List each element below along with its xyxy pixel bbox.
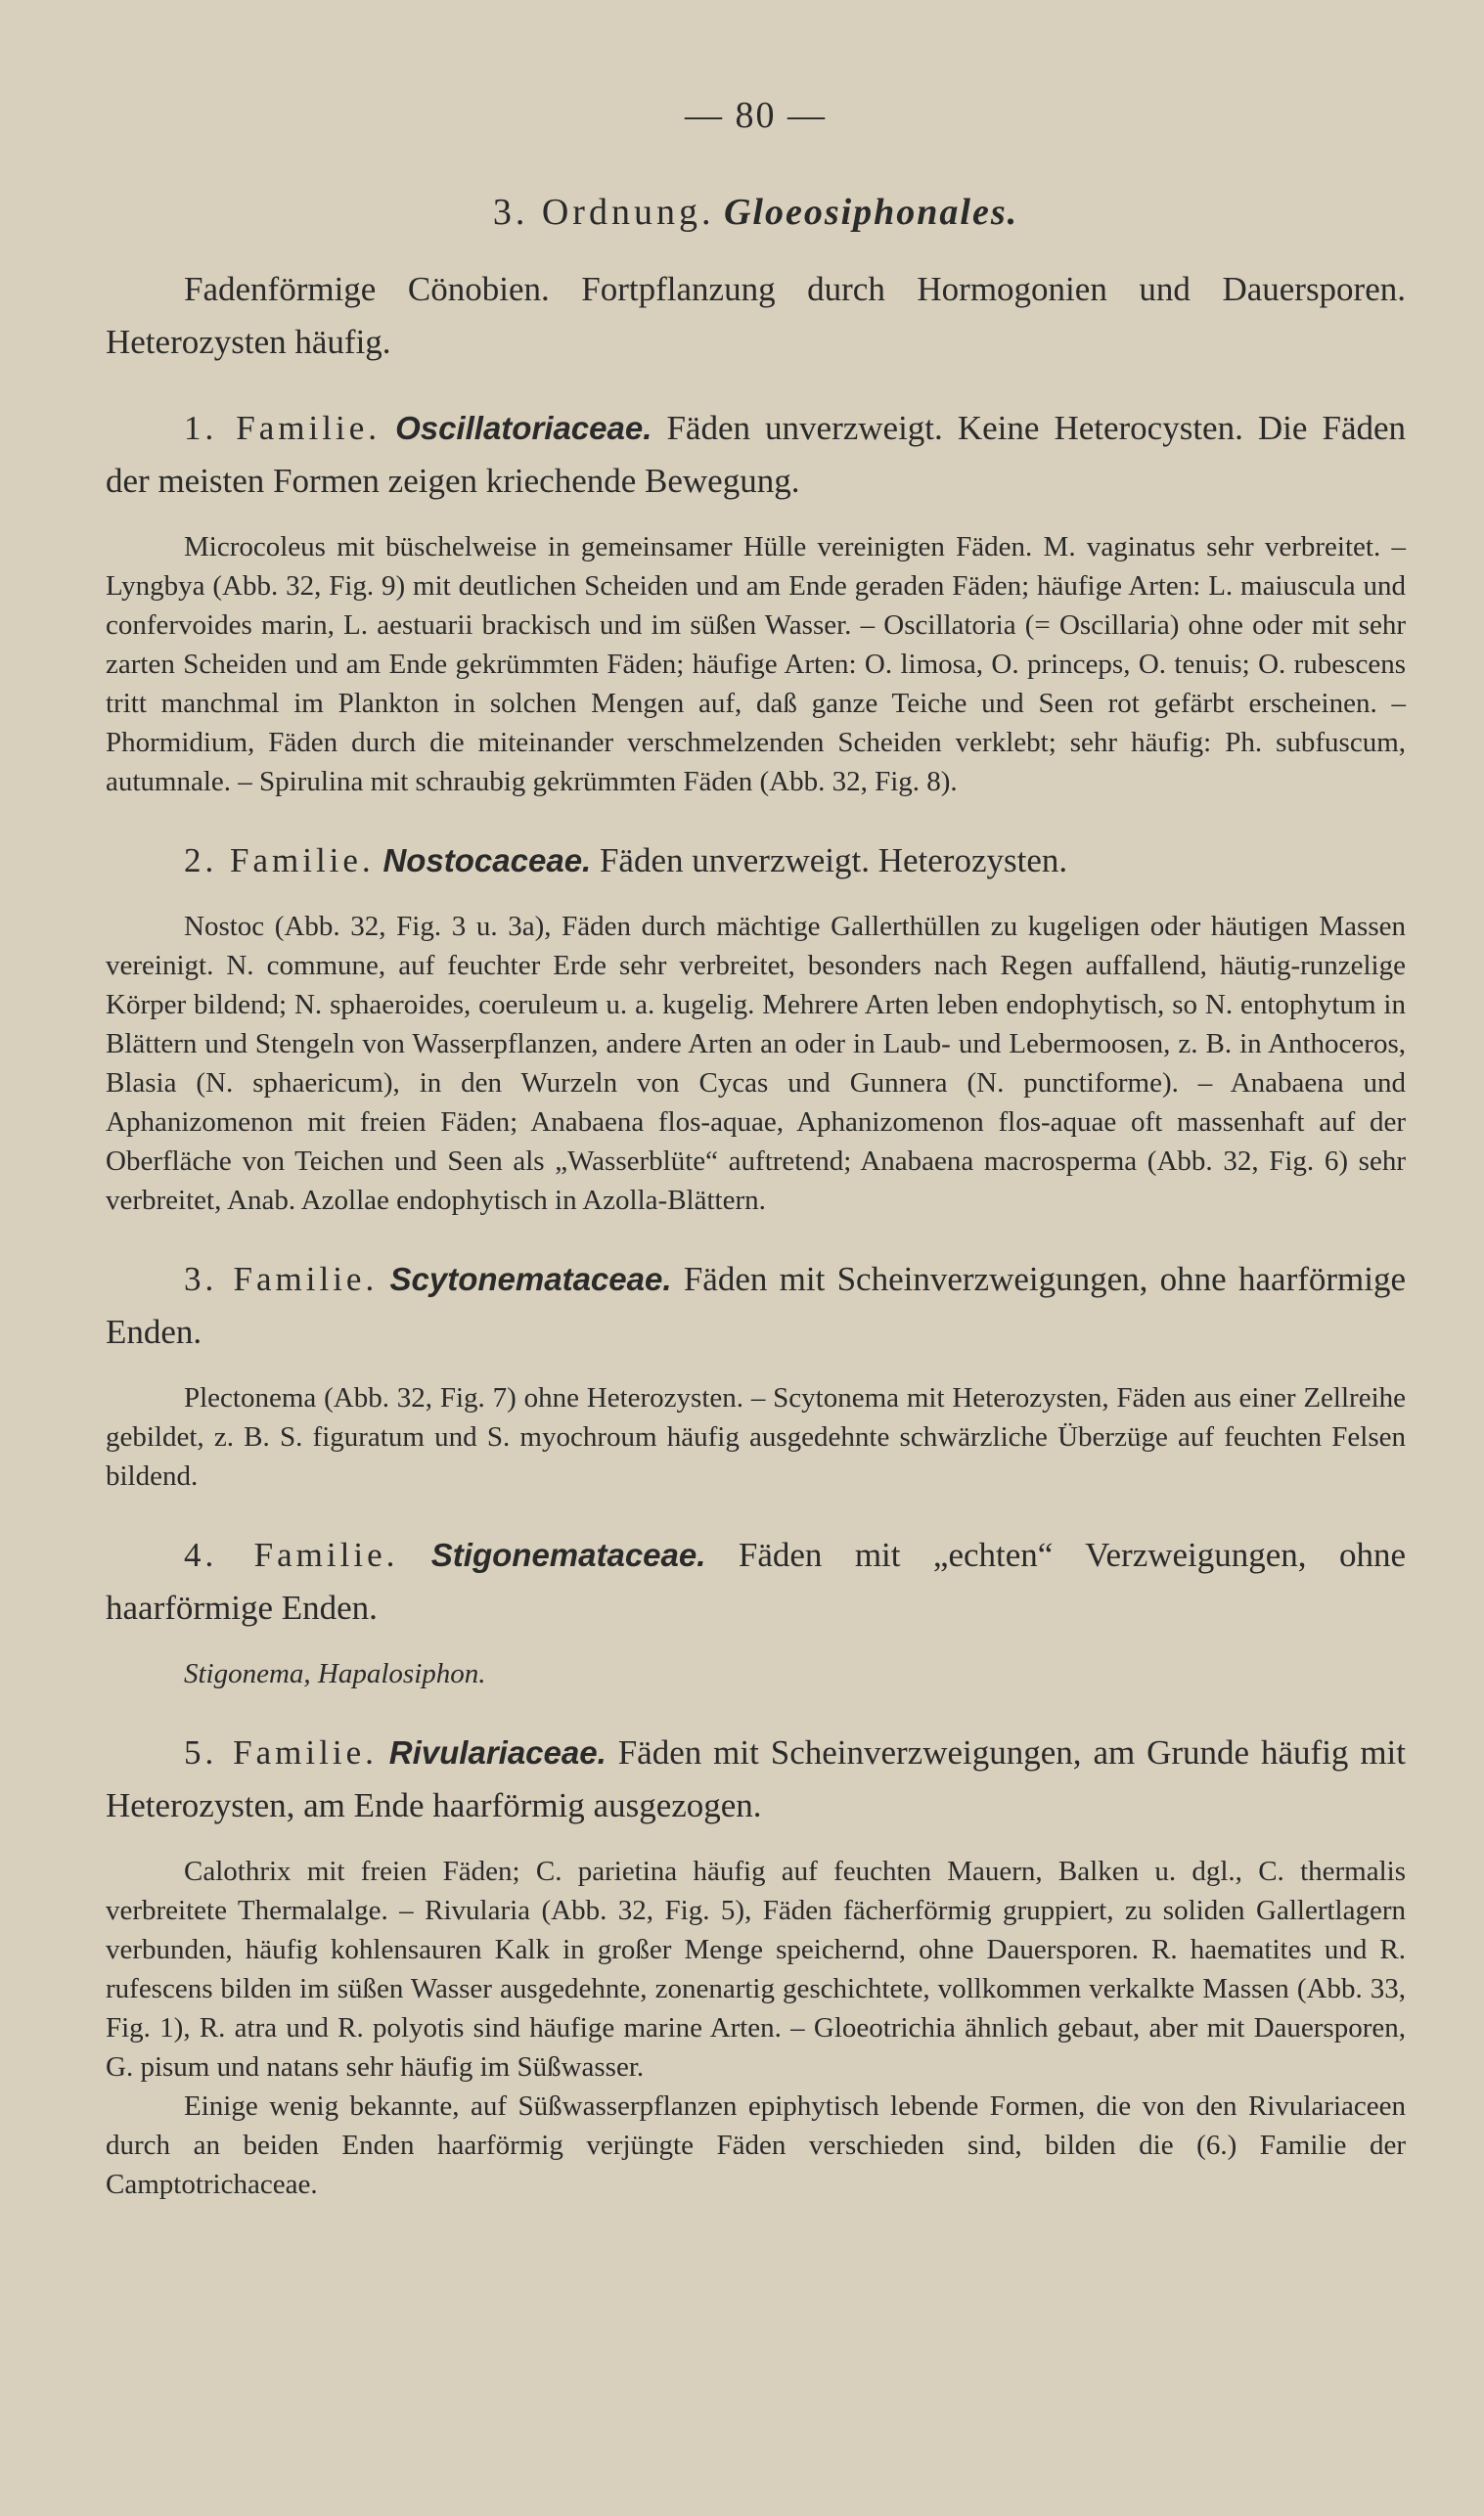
family-6-note: Einige wenig bekannte, auf Süßwasserpflanzen epiphytisch lebende Formen, die von den Rivulariaceen durch an beiden Enden haarförmig verjüngte Fäden verschieden sind, bilden die (6.) Familie der Camptotrichaceae.	[106, 2090, 1406, 2200]
family-2-description: Fäden unverzweigt. Heterozysten.	[599, 841, 1068, 879]
family-4-heading	[106, 1529, 1406, 1635]
family-2-label: 2. Familie.	[184, 841, 375, 879]
family-1-label: 1. Familie.	[184, 409, 381, 447]
family-1-description: Fäden unverzweigt. Keine Heterocysten. Die Fäden der meisten Formen zeigen kriechende Bewegung.	[106, 409, 1407, 500]
family-2-details: Nostoc (Abb. 32, Fig. 3 u. 3a), Fäden durch mächtige Gallerthüllen zu kugeligen oder häutigen Massen vereinigt. N. commune, auf feuchter Erde sehr verbreitet, besonders nach Regen auffallend, häutig-runzelige Körper bildend; N. sphaeroides, coeruleum u. a. kugelig. Mehrere Arten leben endophytisch, so N. entophytum in Blättern und Stengeln von Wasserpflanzen, andere Arten an oder in Laub- und Lebermoosen, z. B. in Anthoceros, Blasia (N. sphaericum), in den Wurzeln von Cycas und Gunnera (N. punctiforme). – Anabaena und Aphanizomenon mit freien Fäden; Anabaena flos-aquae, Aphanizomenon flos-aquae oft massenhaft auf der Oberfläche von Teichen und Seen als „Wasserblüte“ auftretend; Anabaena macrosperma (Abb. 32, Fig. 6) sehr verbreitet, Anab. Azollae endophytisch in Azolla-Blättern.	[106, 911, 1406, 1216]
family-5-name: Rivulariaceae.	[388, 1734, 607, 1771]
family-2-name: Nostocaceae.	[382, 842, 592, 878]
family-2-heading	[106, 834, 1406, 887]
order-intro: Fadenförmige Cönobien. Fortpflanzung durch Hormogonien und Dauersporen. Heterozysten häufig.	[106, 270, 1406, 361]
family-5-details: Calothrix mit freien Fäden; C. parietina häufig auf feuchten Mauern, Balken u. dgl., C. thermalis verbreitete Thermalalge. – Rivularia (Abb. 32, Fig. 5), Fäden fächerförmig gruppiert, zu soliden Gallertlagern verbunden, häufig kohlensauren Kalk in großer Menge speichernd, ohne Dauersporen. R. haematites und R. rufescens bilden im süßen Wasser ausgedehnte, zonenartig geschichtete, vollkommen verkalkte Massen (Abb. 33, Fig. 1), R. atra und R. polyotis sind häufige marine Arten. – Gloeotrichia ähnlich gebaut, aber mit Dauersporen, G. pisum und natans sehr häufig im Süßwasser.	[106, 1856, 1406, 2083]
order-label: 3. Ordnung.	[492, 192, 715, 233]
family-3-description: Fäden mit Scheinverzweigungen, ohne haarförmige Enden.	[106, 1260, 1407, 1351]
family-4-name: Stigonemataceae.	[430, 1537, 706, 1573]
family-3-label: 3. Familie.	[184, 1260, 379, 1298]
family-3-name: Scytonemataceae.	[389, 1261, 672, 1297]
family-3-details: Plectonema (Abb. 32, Fig. 7) ohne Heterozysten. – Scytonema mit Heterozysten, Fäden aus einer Zellreihe gebildet, z. B. S. figuratum und S. myochroum häufig ausgedehnte schwärzliche Überzüge auf feuchten Felsen bildend.	[106, 1382, 1406, 1492]
family-3-heading	[106, 1253, 1406, 1359]
family-4-description: Fäden mit „echten“ Verzweigungen, ohne haarförmige Enden.	[106, 1536, 1407, 1627]
family-4-label: 4. Familie.	[184, 1536, 399, 1574]
order-name: Gloeosiphonales.	[723, 192, 1019, 233]
page-number: — 80 —	[685, 95, 827, 136]
family-5-label: 5. Familie.	[184, 1733, 378, 1772]
family-5-heading	[106, 1727, 1406, 1832]
family-4-details: Stigonema, Hapalosiphon.	[184, 1658, 486, 1689]
family-1-name: Oscillatoriaceae.	[395, 410, 652, 446]
order-heading	[106, 191, 1406, 234]
family-5-description: Fäden mit Scheinverzweigungen, am Grunde häufig mit Heterozysten, am Ende haarförmig ausgezogen.	[106, 1733, 1407, 1824]
family-1-heading	[106, 402, 1406, 508]
family-1-details: Microcoleus mit büschelweise in gemeinsamer Hülle vereinigten Fäden. M. vaginatus sehr verbreitet. – Lyngbya (Abb. 32, Fig. 9) mit deutlichen Scheiden und am Ende geraden Fäden; häufige Arten: L. maiuscula und confervoides marin, L. aestuarii brackisch und im süßen Wasser. – Oscillatoria (= Oscillaria) ohne oder mit sehr zarten Scheiden und am Ende gekrümmten Fäden; häufige Arten: O. limosa, O. princeps, O. tenuis; O. rubescens tritt manchmal im Plankton in solchen Mengen auf, daß ganze Teiche und Seen rot gefärbt erscheinen. – Phormidium, Fäden durch die miteinander verschmelzenden Scheiden verklebt; sehr häufig: Ph. subfuscum, autumnale. – Spirulina mit schraubig gekrümmten Fäden (Abb. 32, Fig. 8).	[106, 531, 1406, 797]
